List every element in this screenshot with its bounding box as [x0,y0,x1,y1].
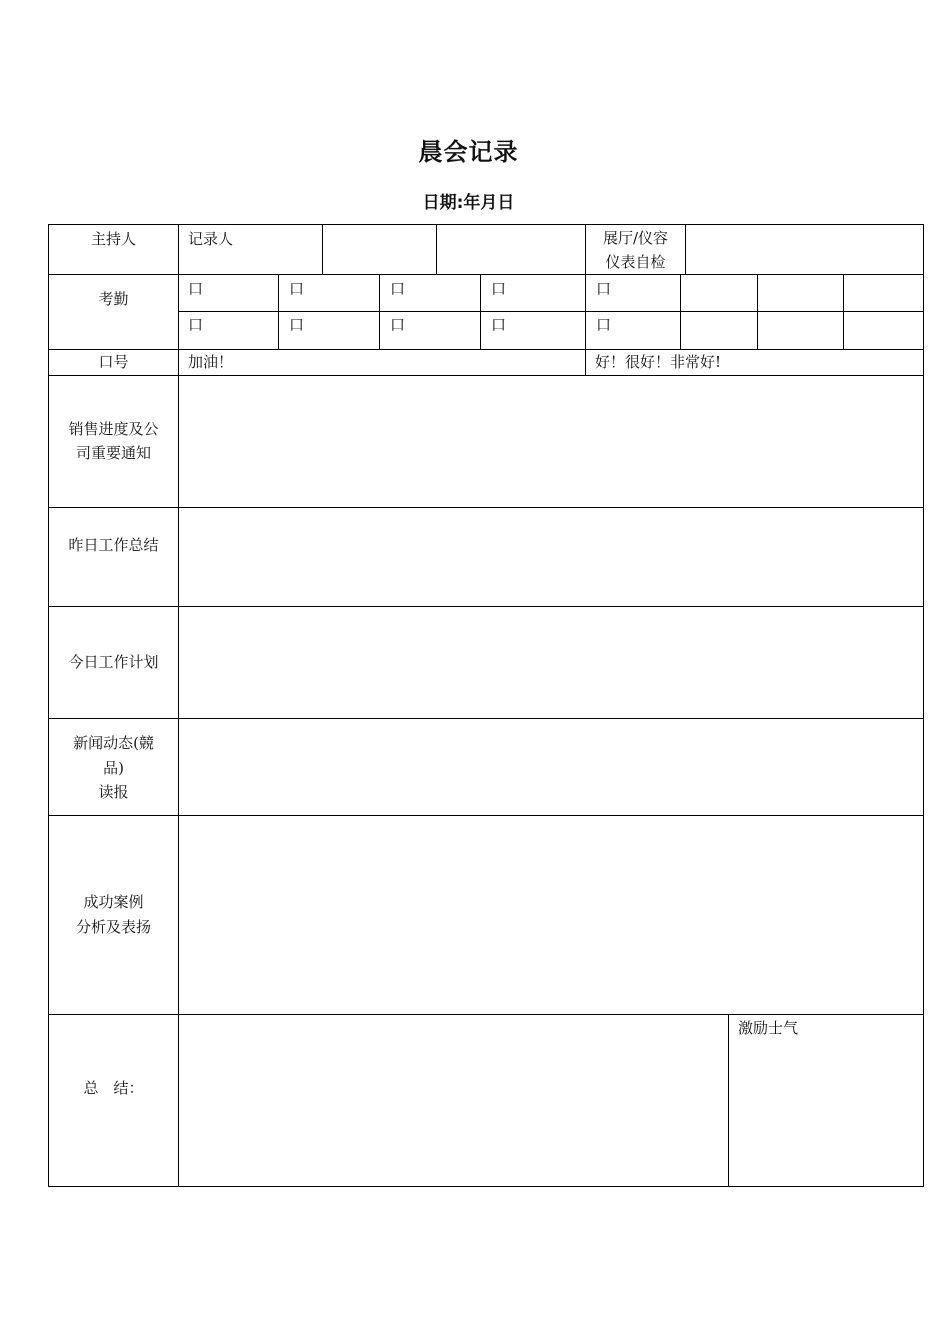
sales-progress-label-2: 司重要通知 [75,444,151,462]
showroom-check-label-2: 仪表自检 [605,253,666,271]
attendance-checkbox[interactable]: 口 [188,316,204,334]
recorder-label: 记录人 [188,230,234,248]
cell-divider [843,274,844,349]
meeting-record-table [48,224,924,1187]
row-divider [49,274,923,275]
success-cases-label-2: 分析及表扬 [75,918,151,936]
row-divider [49,507,923,508]
row-divider [49,1014,923,1015]
attendance-checkbox[interactable]: 口 [188,280,204,298]
row-divider [49,815,923,816]
cell-divider [685,225,686,274]
today-plan-label: 今日工作计划 [68,653,159,671]
date-line: 日期:年月日 [422,193,515,213]
success-cases-label-1: 成功案例 [83,893,144,911]
cell-divider [728,1014,729,1186]
slogan-call: 加油！ [188,353,234,371]
yesterday-summary-label: 昨日工作总结 [68,536,159,554]
row-divider [49,375,923,376]
attendance-label: 考勤 [98,290,129,308]
cell-divider [680,274,681,349]
row-divider [49,349,923,350]
attendance-checkbox[interactable]: 口 [390,316,406,334]
cell-divider [278,274,279,349]
row-divider [49,606,923,607]
attendance-divider [178,311,923,312]
attendance-checkbox[interactable]: 口 [289,280,305,298]
page-title: 晨会记录 [418,138,519,166]
attendance-checkbox[interactable]: 口 [491,316,507,334]
slogan-label: 口号 [98,353,129,371]
host-label: 主持人 [90,230,136,248]
attendance-checkbox[interactable]: 口 [491,280,507,298]
attendance-checkbox[interactable]: 口 [596,316,612,334]
cell-divider [757,274,758,349]
cell-divider [436,225,437,274]
showroom-check-label-1: 展厅/仪容 [602,229,669,247]
news-label-3: 读报 [98,783,129,801]
slogan-response: 好！很好！非常好! [595,353,722,371]
cell-divider [322,225,323,274]
attendance-checkbox[interactable]: 口 [289,316,305,334]
row-divider [49,718,923,719]
sales-progress-label-1: 销售进度及公 [68,420,159,438]
label-column-divider [178,225,179,1186]
attendance-checkbox[interactable]: 口 [390,280,406,298]
cell-divider [585,274,586,375]
news-label-1: 新闻动态(競 [73,734,154,752]
cell-divider [480,274,481,349]
cell-divider [379,274,380,349]
morale-label: 激励士气 [738,1019,799,1037]
attendance-checkbox[interactable]: 口 [596,280,612,298]
news-label-2: 品) [103,759,124,777]
summary-label: 总 结： [83,1079,144,1097]
